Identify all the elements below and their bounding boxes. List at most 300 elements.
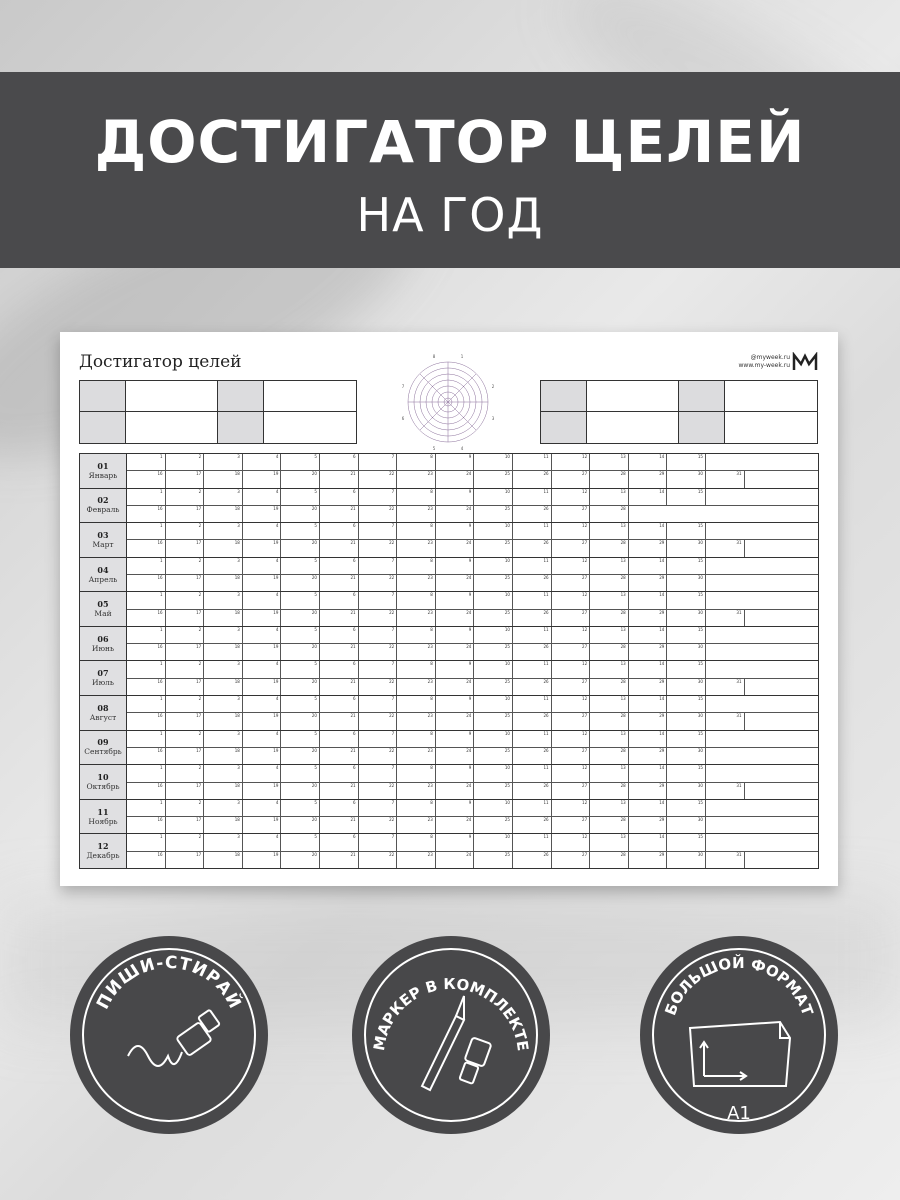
day-cell[interactable]: 17 bbox=[166, 506, 205, 522]
day-cell[interactable]: 3 bbox=[204, 661, 243, 677]
day-cell[interactable]: 14 bbox=[629, 731, 668, 747]
day-cell[interactable]: 14 bbox=[629, 696, 668, 712]
day-cell[interactable]: 3 bbox=[204, 523, 243, 539]
day-cell[interactable]: 9 bbox=[436, 558, 475, 574]
day-cell[interactable]: 31 bbox=[706, 679, 745, 695]
day-cell[interactable]: 27 bbox=[552, 610, 591, 626]
day-cell[interactable]: 26 bbox=[513, 610, 552, 626]
day-cell[interactable]: 20 bbox=[281, 575, 320, 591]
day-cell[interactable]: 19 bbox=[243, 575, 282, 591]
day-cell[interactable]: 21 bbox=[320, 817, 359, 833]
day-cell[interactable]: 16 bbox=[127, 610, 166, 626]
day-cell[interactable]: 8 bbox=[397, 592, 436, 608]
day-cell[interactable]: 4 bbox=[243, 765, 282, 781]
day-cell[interactable]: 30 bbox=[667, 679, 706, 695]
day-cell[interactable]: 13 bbox=[590, 523, 629, 539]
day-cell[interactable]: 17 bbox=[166, 713, 205, 729]
day-cell[interactable]: 2 bbox=[166, 627, 205, 643]
day-cell[interactable]: 23 bbox=[397, 644, 436, 660]
day-cell[interactable]: 5 bbox=[281, 800, 320, 816]
day-cell[interactable]: 6 bbox=[320, 454, 359, 470]
day-cell[interactable]: 10 bbox=[474, 592, 513, 608]
day-cell[interactable]: 5 bbox=[281, 731, 320, 747]
day-cell[interactable]: 7 bbox=[359, 696, 398, 712]
day-cell[interactable]: 5 bbox=[281, 661, 320, 677]
day-cell[interactable]: 9 bbox=[436, 523, 475, 539]
day-cell[interactable]: 26 bbox=[513, 713, 552, 729]
day-cell[interactable]: 11 bbox=[513, 800, 552, 816]
day-cell[interactable]: 23 bbox=[397, 679, 436, 695]
day-cell[interactable]: 1 bbox=[127, 834, 166, 850]
day-cell[interactable]: 13 bbox=[590, 731, 629, 747]
day-cell[interactable]: 24 bbox=[436, 748, 475, 764]
day-cell[interactable]: 4 bbox=[243, 523, 282, 539]
day-cell[interactable]: 15 bbox=[667, 454, 706, 470]
day-cell[interactable]: 24 bbox=[436, 783, 475, 799]
day-cell[interactable]: 21 bbox=[320, 852, 359, 868]
day-cell[interactable]: 16 bbox=[127, 748, 166, 764]
day-cell[interactable]: 6 bbox=[320, 834, 359, 850]
day-cell[interactable]: 2 bbox=[166, 558, 205, 574]
day-cell[interactable]: 30 bbox=[667, 713, 706, 729]
day-cell[interactable]: 6 bbox=[320, 592, 359, 608]
day-cell[interactable]: 12 bbox=[552, 489, 591, 505]
day-cell[interactable]: 14 bbox=[629, 558, 668, 574]
day-cell[interactable]: 3 bbox=[204, 558, 243, 574]
day-cell[interactable]: 31 bbox=[706, 471, 745, 487]
day-cell[interactable]: 27 bbox=[552, 713, 591, 729]
day-cell[interactable]: 18 bbox=[204, 644, 243, 660]
day-cell[interactable]: 21 bbox=[320, 783, 359, 799]
day-cell[interactable]: 27 bbox=[552, 748, 591, 764]
day-cell[interactable]: 20 bbox=[281, 644, 320, 660]
day-cell[interactable]: 15 bbox=[667, 558, 706, 574]
day-cell[interactable]: 23 bbox=[397, 783, 436, 799]
day-cell[interactable]: 4 bbox=[243, 800, 282, 816]
day-cell[interactable]: 4 bbox=[243, 696, 282, 712]
day-cell[interactable]: 11 bbox=[513, 592, 552, 608]
day-cell[interactable]: 9 bbox=[436, 627, 475, 643]
day-cell[interactable]: 29 bbox=[629, 610, 668, 626]
day-cell[interactable]: 2 bbox=[166, 800, 205, 816]
day-cell[interactable]: 29 bbox=[629, 679, 668, 695]
day-cell[interactable]: 30 bbox=[667, 610, 706, 626]
day-cell[interactable]: 16 bbox=[127, 471, 166, 487]
day-cell[interactable]: 11 bbox=[513, 489, 552, 505]
day-cell[interactable]: 3 bbox=[204, 834, 243, 850]
day-cell[interactable]: 26 bbox=[513, 817, 552, 833]
goal-box-left[interactable] bbox=[79, 380, 357, 444]
day-cell[interactable]: 1 bbox=[127, 731, 166, 747]
day-cell[interactable]: 31 bbox=[706, 540, 745, 556]
day-cell[interactable]: 22 bbox=[359, 506, 398, 522]
day-cell[interactable]: 24 bbox=[436, 610, 475, 626]
day-cell[interactable]: 16 bbox=[127, 575, 166, 591]
day-cell[interactable]: 20 bbox=[281, 610, 320, 626]
day-cell[interactable]: 25 bbox=[474, 506, 513, 522]
day-cell[interactable]: 20 bbox=[281, 817, 320, 833]
day-cell[interactable]: 1 bbox=[127, 765, 166, 781]
day-cell[interactable]: 14 bbox=[629, 800, 668, 816]
day-cell[interactable]: 16 bbox=[127, 644, 166, 660]
day-cell[interactable]: 20 bbox=[281, 471, 320, 487]
day-cell[interactable]: 2 bbox=[166, 731, 205, 747]
day-cell[interactable]: 17 bbox=[166, 540, 205, 556]
day-cell[interactable]: 11 bbox=[513, 627, 552, 643]
day-cell[interactable]: 19 bbox=[243, 644, 282, 660]
day-cell[interactable]: 2 bbox=[166, 765, 205, 781]
day-cell[interactable]: 22 bbox=[359, 748, 398, 764]
day-cell[interactable]: 5 bbox=[281, 834, 320, 850]
day-cell[interactable]: 9 bbox=[436, 731, 475, 747]
day-cell[interactable]: 22 bbox=[359, 575, 398, 591]
day-cell[interactable]: 31 bbox=[706, 610, 745, 626]
day-cell[interactable]: 18 bbox=[204, 610, 243, 626]
day-cell[interactable]: 25 bbox=[474, 679, 513, 695]
day-cell[interactable]: 9 bbox=[436, 834, 475, 850]
day-cell[interactable]: 19 bbox=[243, 748, 282, 764]
day-cell[interactable]: 21 bbox=[320, 575, 359, 591]
day-cell[interactable]: 12 bbox=[552, 627, 591, 643]
day-cell[interactable]: 6 bbox=[320, 661, 359, 677]
day-cell[interactable]: 21 bbox=[320, 679, 359, 695]
day-cell[interactable]: 9 bbox=[436, 454, 475, 470]
day-cell[interactable]: 15 bbox=[667, 489, 706, 505]
day-cell[interactable]: 22 bbox=[359, 610, 398, 626]
day-cell[interactable]: 8 bbox=[397, 627, 436, 643]
day-cell[interactable]: 5 bbox=[281, 627, 320, 643]
day-cell[interactable]: 29 bbox=[629, 713, 668, 729]
day-cell[interactable]: 27 bbox=[552, 575, 591, 591]
day-cell[interactable]: 27 bbox=[552, 679, 591, 695]
day-cell[interactable]: 13 bbox=[590, 696, 629, 712]
day-cell[interactable]: 10 bbox=[474, 765, 513, 781]
day-cell[interactable]: 28 bbox=[590, 748, 629, 764]
day-cell[interactable]: 29 bbox=[629, 575, 668, 591]
day-cell[interactable]: 16 bbox=[127, 713, 166, 729]
day-cell[interactable]: 7 bbox=[359, 834, 398, 850]
day-cell[interactable]: 5 bbox=[281, 592, 320, 608]
day-cell[interactable]: 22 bbox=[359, 852, 398, 868]
day-cell[interactable]: 19 bbox=[243, 679, 282, 695]
day-cell[interactable]: 8 bbox=[397, 834, 436, 850]
day-cell[interactable]: 6 bbox=[320, 627, 359, 643]
day-cell[interactable]: 2 bbox=[166, 592, 205, 608]
day-cell[interactable]: 15 bbox=[667, 627, 706, 643]
day-cell[interactable]: 10 bbox=[474, 489, 513, 505]
day-cell[interactable]: 17 bbox=[166, 644, 205, 660]
day-cell[interactable]: 11 bbox=[513, 834, 552, 850]
day-cell[interactable]: 8 bbox=[397, 765, 436, 781]
day-cell[interactable]: 5 bbox=[281, 696, 320, 712]
day-cell[interactable]: 11 bbox=[513, 523, 552, 539]
day-cell[interactable]: 4 bbox=[243, 558, 282, 574]
day-cell[interactable]: 5 bbox=[281, 558, 320, 574]
day-cell[interactable]: 14 bbox=[629, 834, 668, 850]
day-cell[interactable]: 12 bbox=[552, 800, 591, 816]
day-cell[interactable]: 9 bbox=[436, 592, 475, 608]
day-cell[interactable]: 22 bbox=[359, 817, 398, 833]
day-cell[interactable]: 7 bbox=[359, 627, 398, 643]
day-cell[interactable]: 28 bbox=[590, 506, 629, 522]
day-cell[interactable]: 9 bbox=[436, 489, 475, 505]
day-cell[interactable]: 4 bbox=[243, 731, 282, 747]
day-cell[interactable]: 28 bbox=[590, 713, 629, 729]
day-cell[interactable]: 24 bbox=[436, 713, 475, 729]
day-cell[interactable]: 13 bbox=[590, 489, 629, 505]
day-cell[interactable]: 25 bbox=[474, 748, 513, 764]
day-cell[interactable]: 7 bbox=[359, 489, 398, 505]
day-cell[interactable]: 11 bbox=[513, 696, 552, 712]
day-cell[interactable]: 17 bbox=[166, 748, 205, 764]
day-cell[interactable]: 13 bbox=[590, 834, 629, 850]
day-cell[interactable]: 4 bbox=[243, 454, 282, 470]
day-cell[interactable]: 6 bbox=[320, 765, 359, 781]
day-cell[interactable]: 27 bbox=[552, 783, 591, 799]
day-cell[interactable]: 31 bbox=[706, 852, 745, 868]
day-cell[interactable]: 13 bbox=[590, 800, 629, 816]
day-cell[interactable]: 28 bbox=[590, 817, 629, 833]
day-cell[interactable]: 4 bbox=[243, 627, 282, 643]
day-cell[interactable]: 10 bbox=[474, 834, 513, 850]
day-cell[interactable]: 28 bbox=[590, 610, 629, 626]
day-cell[interactable]: 16 bbox=[127, 679, 166, 695]
day-cell[interactable]: 21 bbox=[320, 644, 359, 660]
day-cell[interactable]: 19 bbox=[243, 852, 282, 868]
day-cell[interactable]: 27 bbox=[552, 506, 591, 522]
day-cell[interactable]: 7 bbox=[359, 661, 398, 677]
day-cell[interactable]: 6 bbox=[320, 558, 359, 574]
day-cell[interactable]: 2 bbox=[166, 834, 205, 850]
day-cell[interactable]: 18 bbox=[204, 852, 243, 868]
day-cell[interactable]: 29 bbox=[629, 852, 668, 868]
day-cell[interactable]: 25 bbox=[474, 471, 513, 487]
day-cell[interactable]: 10 bbox=[474, 731, 513, 747]
day-cell[interactable]: 21 bbox=[320, 506, 359, 522]
day-cell[interactable]: 19 bbox=[243, 783, 282, 799]
day-cell[interactable]: 30 bbox=[667, 783, 706, 799]
day-cell[interactable]: 26 bbox=[513, 506, 552, 522]
day-cell[interactable]: 11 bbox=[513, 661, 552, 677]
day-cell[interactable]: 10 bbox=[474, 661, 513, 677]
day-cell[interactable]: 16 bbox=[127, 506, 166, 522]
day-cell[interactable]: 23 bbox=[397, 610, 436, 626]
day-cell[interactable]: 23 bbox=[397, 748, 436, 764]
day-cell[interactable]: 24 bbox=[436, 644, 475, 660]
day-cell[interactable]: 6 bbox=[320, 523, 359, 539]
day-cell[interactable]: 1 bbox=[127, 696, 166, 712]
day-cell[interactable]: 16 bbox=[127, 783, 166, 799]
day-cell[interactable]: 10 bbox=[474, 558, 513, 574]
day-cell[interactable]: 14 bbox=[629, 661, 668, 677]
day-cell[interactable]: 10 bbox=[474, 454, 513, 470]
day-cell[interactable]: 15 bbox=[667, 592, 706, 608]
day-cell[interactable]: 14 bbox=[629, 627, 668, 643]
day-cell[interactable]: 15 bbox=[667, 661, 706, 677]
day-cell[interactable]: 1 bbox=[127, 558, 166, 574]
day-cell[interactable]: 1 bbox=[127, 489, 166, 505]
day-cell[interactable]: 30 bbox=[667, 817, 706, 833]
day-cell[interactable]: 18 bbox=[204, 506, 243, 522]
day-cell[interactable]: 19 bbox=[243, 817, 282, 833]
day-cell[interactable]: 29 bbox=[629, 540, 668, 556]
day-cell[interactable]: 18 bbox=[204, 471, 243, 487]
day-cell[interactable]: 13 bbox=[590, 765, 629, 781]
day-cell[interactable]: 4 bbox=[243, 834, 282, 850]
day-cell[interactable]: 26 bbox=[513, 575, 552, 591]
day-cell[interactable]: 17 bbox=[166, 610, 205, 626]
day-cell[interactable]: 25 bbox=[474, 540, 513, 556]
day-cell[interactable]: 16 bbox=[127, 852, 166, 868]
day-cell[interactable]: 19 bbox=[243, 471, 282, 487]
day-cell[interactable]: 6 bbox=[320, 731, 359, 747]
day-cell[interactable]: 7 bbox=[359, 592, 398, 608]
day-cell[interactable]: 26 bbox=[513, 852, 552, 868]
day-cell[interactable]: 1 bbox=[127, 592, 166, 608]
goal-box-right[interactable] bbox=[540, 380, 818, 444]
day-cell[interactable]: 28 bbox=[590, 852, 629, 868]
day-cell[interactable]: 21 bbox=[320, 540, 359, 556]
day-cell[interactable]: 27 bbox=[552, 471, 591, 487]
day-cell[interactable]: 26 bbox=[513, 644, 552, 660]
day-cell[interactable]: 28 bbox=[590, 471, 629, 487]
day-cell[interactable]: 30 bbox=[667, 575, 706, 591]
day-cell[interactable]: 3 bbox=[204, 627, 243, 643]
day-cell[interactable]: 12 bbox=[552, 523, 591, 539]
day-cell[interactable]: 13 bbox=[590, 661, 629, 677]
day-cell[interactable]: 14 bbox=[629, 523, 668, 539]
day-cell[interactable]: 11 bbox=[513, 454, 552, 470]
day-cell[interactable]: 23 bbox=[397, 817, 436, 833]
day-cell[interactable]: 7 bbox=[359, 731, 398, 747]
day-cell[interactable]: 19 bbox=[243, 713, 282, 729]
day-cell[interactable]: 30 bbox=[667, 748, 706, 764]
day-cell[interactable]: 25 bbox=[474, 575, 513, 591]
day-cell[interactable]: 20 bbox=[281, 783, 320, 799]
day-cell[interactable]: 17 bbox=[166, 471, 205, 487]
day-cell[interactable]: 24 bbox=[436, 852, 475, 868]
day-cell[interactable]: 8 bbox=[397, 489, 436, 505]
day-cell[interactable]: 25 bbox=[474, 644, 513, 660]
day-cell[interactable]: 24 bbox=[436, 540, 475, 556]
day-cell[interactable]: 7 bbox=[359, 523, 398, 539]
day-cell[interactable]: 22 bbox=[359, 783, 398, 799]
day-cell[interactable]: 10 bbox=[474, 696, 513, 712]
day-cell[interactable]: 16 bbox=[127, 540, 166, 556]
day-cell[interactable]: 22 bbox=[359, 471, 398, 487]
day-cell[interactable]: 25 bbox=[474, 713, 513, 729]
day-cell[interactable]: 12 bbox=[552, 731, 591, 747]
day-cell[interactable]: 10 bbox=[474, 523, 513, 539]
day-cell[interactable]: 4 bbox=[243, 661, 282, 677]
day-cell[interactable]: 17 bbox=[166, 575, 205, 591]
day-cell[interactable]: 20 bbox=[281, 506, 320, 522]
day-cell[interactable]: 24 bbox=[436, 506, 475, 522]
day-cell[interactable]: 25 bbox=[474, 852, 513, 868]
day-cell[interactable]: 30 bbox=[667, 644, 706, 660]
day-cell[interactable]: 12 bbox=[552, 661, 591, 677]
day-cell[interactable]: 12 bbox=[552, 558, 591, 574]
day-cell[interactable]: 26 bbox=[513, 540, 552, 556]
day-cell[interactable]: 25 bbox=[474, 610, 513, 626]
day-cell[interactable]: 4 bbox=[243, 592, 282, 608]
day-cell[interactable]: 24 bbox=[436, 817, 475, 833]
day-cell[interactable]: 31 bbox=[706, 713, 745, 729]
day-cell[interactable]: 5 bbox=[281, 523, 320, 539]
day-cell[interactable]: 3 bbox=[204, 489, 243, 505]
day-cell[interactable]: 15 bbox=[667, 834, 706, 850]
day-cell[interactable]: 21 bbox=[320, 471, 359, 487]
day-cell[interactable]: 29 bbox=[629, 783, 668, 799]
day-cell[interactable]: 31 bbox=[706, 783, 745, 799]
day-cell[interactable]: 22 bbox=[359, 644, 398, 660]
day-cell[interactable]: 12 bbox=[552, 765, 591, 781]
day-cell[interactable]: 8 bbox=[397, 731, 436, 747]
day-cell[interactable]: 27 bbox=[552, 817, 591, 833]
day-cell[interactable]: 3 bbox=[204, 454, 243, 470]
day-cell[interactable]: 18 bbox=[204, 575, 243, 591]
day-cell[interactable]: 11 bbox=[513, 731, 552, 747]
day-cell[interactable]: 2 bbox=[166, 454, 205, 470]
day-cell[interactable]: 10 bbox=[474, 800, 513, 816]
day-cell[interactable]: 8 bbox=[397, 800, 436, 816]
day-cell[interactable]: 25 bbox=[474, 817, 513, 833]
day-cell[interactable]: 7 bbox=[359, 800, 398, 816]
day-cell[interactable]: 26 bbox=[513, 748, 552, 764]
day-cell[interactable]: 29 bbox=[629, 644, 668, 660]
day-cell[interactable]: 23 bbox=[397, 575, 436, 591]
day-cell[interactable]: 20 bbox=[281, 748, 320, 764]
day-cell[interactable]: 9 bbox=[436, 765, 475, 781]
day-cell[interactable]: 1 bbox=[127, 454, 166, 470]
day-cell[interactable]: 18 bbox=[204, 748, 243, 764]
day-cell[interactable]: 13 bbox=[590, 558, 629, 574]
day-cell[interactable]: 23 bbox=[397, 506, 436, 522]
day-cell[interactable]: 28 bbox=[590, 783, 629, 799]
day-cell[interactable]: 2 bbox=[166, 661, 205, 677]
day-cell[interactable]: 12 bbox=[552, 592, 591, 608]
day-cell[interactable]: 26 bbox=[513, 471, 552, 487]
day-cell[interactable]: 24 bbox=[436, 471, 475, 487]
day-cell[interactable]: 26 bbox=[513, 679, 552, 695]
day-cell[interactable]: 21 bbox=[320, 748, 359, 764]
day-cell[interactable]: 11 bbox=[513, 765, 552, 781]
day-cell[interactable]: 13 bbox=[590, 592, 629, 608]
day-cell[interactable]: 20 bbox=[281, 540, 320, 556]
day-cell[interactable]: 30 bbox=[667, 540, 706, 556]
day-cell[interactable]: 7 bbox=[359, 558, 398, 574]
day-cell[interactable]: 18 bbox=[204, 713, 243, 729]
day-cell[interactable]: 15 bbox=[667, 765, 706, 781]
day-cell[interactable]: 28 bbox=[590, 575, 629, 591]
day-cell[interactable]: 24 bbox=[436, 679, 475, 695]
day-cell[interactable]: 23 bbox=[397, 540, 436, 556]
day-cell[interactable]: 7 bbox=[359, 454, 398, 470]
day-cell[interactable]: 15 bbox=[667, 523, 706, 539]
day-cell[interactable]: 18 bbox=[204, 817, 243, 833]
day-cell[interactable]: 10 bbox=[474, 627, 513, 643]
day-cell[interactable]: 1 bbox=[127, 800, 166, 816]
day-cell[interactable]: 11 bbox=[513, 558, 552, 574]
day-cell[interactable]: 17 bbox=[166, 817, 205, 833]
day-cell[interactable]: 17 bbox=[166, 783, 205, 799]
day-cell[interactable]: 23 bbox=[397, 471, 436, 487]
day-cell[interactable]: 24 bbox=[436, 575, 475, 591]
day-cell[interactable]: 22 bbox=[359, 713, 398, 729]
day-cell[interactable]: 22 bbox=[359, 679, 398, 695]
day-cell[interactable]: 5 bbox=[281, 765, 320, 781]
day-cell[interactable]: 6 bbox=[320, 696, 359, 712]
